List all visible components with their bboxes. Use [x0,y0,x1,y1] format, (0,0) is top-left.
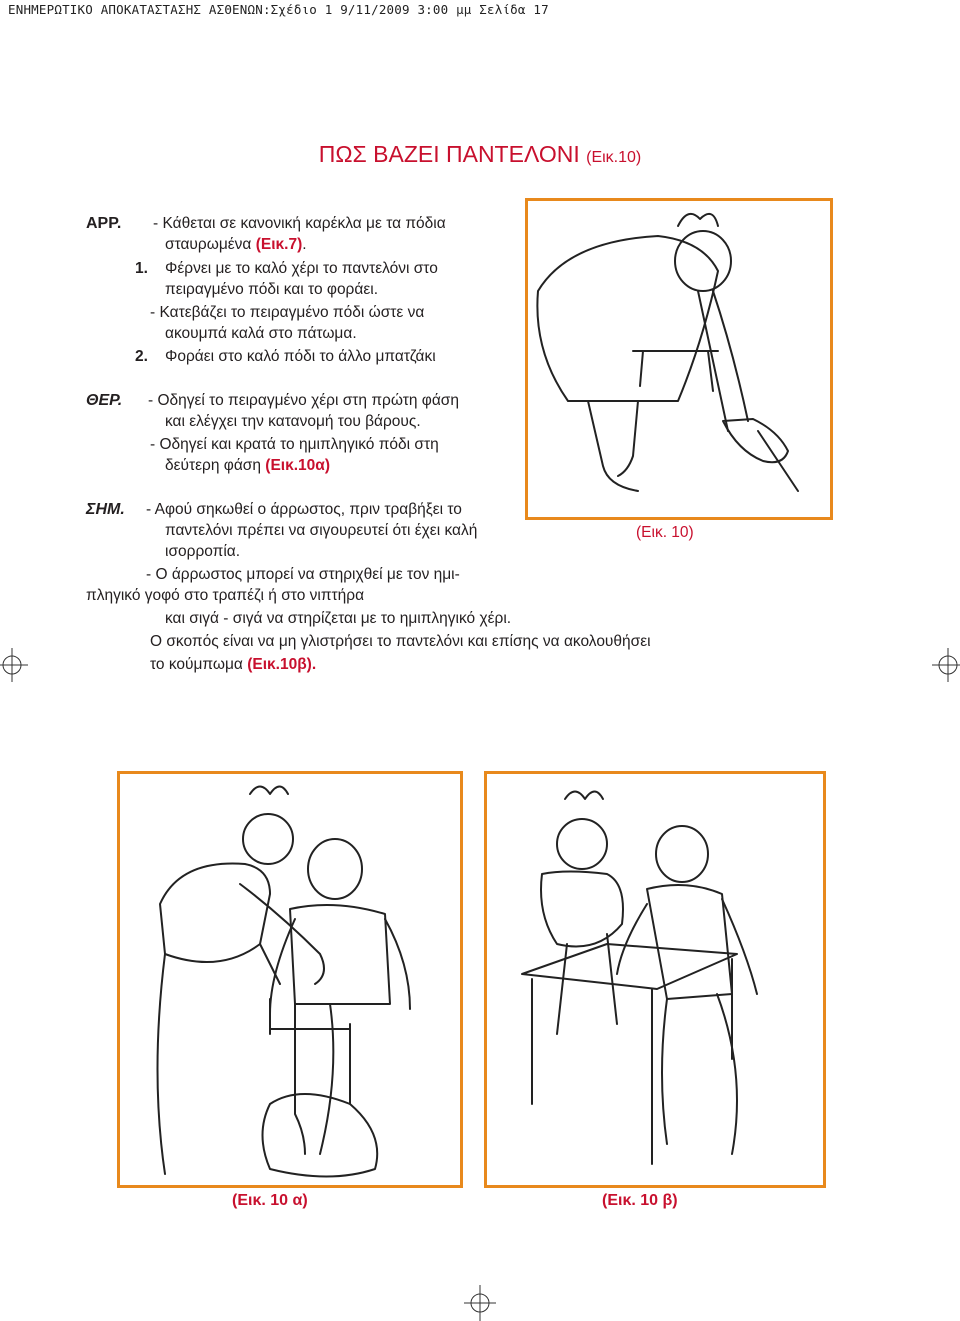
figure-10-caption: (Εικ. 10) [636,524,694,541]
note-line-6: και σιγά - σιγά να στηρίζεται με το ημιπληγικό χέρι. [165,610,512,627]
figure-10b-caption: (Εικ. 10 β) [602,1192,678,1209]
note-line-1: - Αφού σηκωθεί ο άρρωστος, πριν τραβήξει το [146,501,462,518]
figure-10a-caption: (Εικ. 10 α) [232,1192,308,1209]
figure-10a-illustration [120,774,460,1185]
arr-line-1: - Κάθεται σε κανονική καρέκλα με τα πόδια [153,215,446,232]
note-line-7: Ο σκοπός είναι να μη γλιστρήσει το παντελόνι και επίσης να ακολουθήσει [150,633,651,650]
page-title: ΠΩΣ ΒΑΖΕΙ ΠΑΝΤΕΛΟΝΙ (Εικ.10) [318,141,642,167]
figure-10-frame [525,198,833,520]
arr-line-3: Φέρνει με το καλό χέρι το παντελόνι στο [165,260,438,277]
arr-line-2: σταυρωμένα (Εικ.7). [165,236,307,253]
note-line-3: ισορροπία. [165,543,241,560]
ther-line-4: δεύτερη φάση (Εικ.10α) [165,457,330,474]
arr-line-5: - Κατεβάζει το πειραγμένο πόδι ώστε να [150,304,425,321]
arr-step-1-number: 1. [135,260,148,277]
section-label-note: ΣΗΜ. [86,501,125,518]
arr-line-4: πειραγμένο πόδι και το φοράει. [165,281,378,298]
ther-line-1: - Οδηγεί το πειραγμένο χέρι στη πρώτη φάση [148,392,459,409]
figure-10-illustration [528,201,830,517]
registration-mark-left [0,640,30,690]
note-line-4: - Ο άρρωστος μπορεί να στηριχθεί με τον ημι- [146,566,460,583]
print-header: ΕΝΗΜΕΡΩΤΙΚΟ ΑΠΟΚΑΤΑΣΤΑΣΗΣ ΑΣΘΕΝΩΝ:Σχέδιο 1 9/11/2009 3:00 μμ Σελίδα 17 [8,2,549,17]
ther-line-2: και ελέγχει την κατανομή του βάρους. [165,413,421,430]
note-line-5: πληγικό γοφό στο τραπέζι ή στο νιπτήρα [86,587,365,604]
registration-mark-right [930,640,960,690]
figure-10b-illustration [487,774,823,1185]
arr-line-7: Φοράει στο καλό πόδι το άλλο μπατζάκι [165,348,436,365]
note-line-8: το κούμπωμα (Εικ.10β). [150,656,317,673]
figure-10b-frame [484,771,826,1188]
section-label-ther: ΘΕΡ. [86,392,123,409]
note-line-2: παντελόνι πρέπει να σιγουρευτεί ότι έχει καλή [165,522,478,539]
registration-mark-bottom [462,1285,498,1321]
ther-line-3: - Οδηγεί και κρατά το ημιπληγικό πόδι στη [150,436,439,453]
arr-step-2-number: 2. [135,348,148,365]
section-label-arr: ΑΡΡ. [86,215,122,232]
figure-10a-frame [117,771,463,1188]
arr-line-6: ακουμπά καλά στο πάτωμα. [165,325,357,342]
